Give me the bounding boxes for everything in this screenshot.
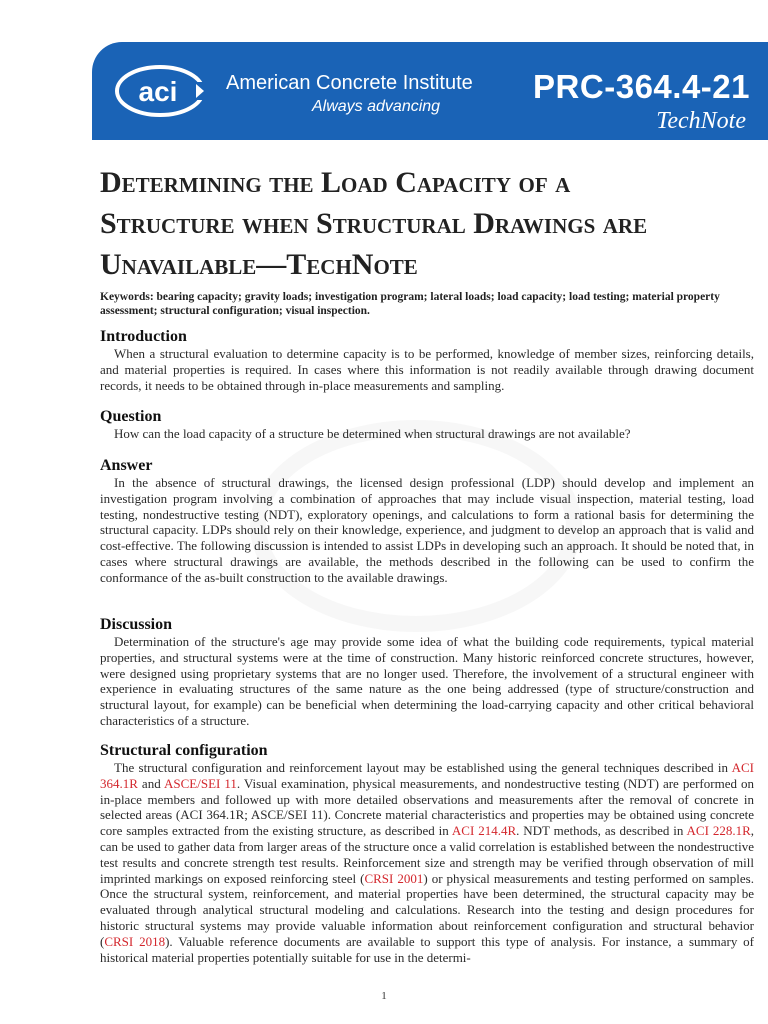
body-text: , can be used to gather data from larger areas of the structure once a valid correlation is established between the nondestructive test results and concrete strength test results. Reinforcement size and strength may be verified through observation of mill imprinted markings on exposed reinforcing steel ( [100,823,754,886]
section-question [100,407,754,442]
aci-logo-icon [114,64,206,118]
section-heading: Structural configuration [100,742,268,759]
reference-link-aci-214-4r[interactable]: ACI 214.4R [451,823,517,839]
reference-link-crsi-2001[interactable]: CRSI 2001 [364,870,424,886]
section-body: When a structural evaluation to determine capacity is to be performed, knowledge of member sizes, reinforcing details, and material properties is required. In cases where this information is not readily available through drawing document records, it needs to be obtained through in-place measurements and sampling. [100,346,754,393]
page-number: 1 [381,990,387,1002]
body-text: ) or physical measurements and testing performed on samples. Once the structural system, reinforcement, and material properties have been determined, the structural capacity may be evaluated through analytical structural modeling and calculations. Research into the testing and design procedures for historic structural systems may provide valuable information about reinforcement configuration and structural behavior ( [100,870,754,949]
doc-number: PRC-364.4-21 [533,68,750,105]
body-text: and [137,775,164,791]
reference-link-aci-228-1r[interactable]: ACI 228.1R [686,823,751,839]
section-discussion [100,615,754,729]
section-body: In the absence of structural drawings, the licensed design professional (LDP) should develop and implement an investigation program involving a combination of approaches that may include visual inspection, material testing, load testing, nondestructive testing (NDT), exploratory openings, and calculations to form a rational basis for determining the structural capacity. LDPs should rely on their knowledge, experience, and judgment to develop an approach that is valid and cost-effective. The following discussion is intended to assist LDPs in developing such an approach. It should be noted that, in cases where structural drawings are available, the methods described in the following can be used to confirm the conformance of the as-built construction to the available drawings. [100,475,754,585]
keywords: Keywords: bearing capacity; gravity loads; investigation program; lateral loads; load capacity; load testing; material property assessment; structural configuration; visual inspection. [100,291,720,317]
header-banner [92,42,768,140]
section-heading: Introduction [100,328,187,345]
section-body: Determination of the structure's age may provide some idea of what the building code requirements, typical material properties, and structural systems were at the time of construction. Many historic reinforced concrete structures, however, were designed using proprietary systems that are no longer used. Therefore, the involvement of a structural engineer with experience in evaluating structures of the same nature as the one being addressed (type of structure/construction and structural layout, for example) can be beneficial when determining the load-carrying capacity and other critical behavioral characteristics of a structure. [100,634,754,728]
section-heading: Answer [100,457,153,474]
reference-link-aci-364-1r[interactable]: ACI 364.1R [100,760,754,791]
body-text: . Visual examination, physical measurements, and nondestructive testing (NDT) are performed on in-place members and followed up with more detailed observations and measurements after the removal of concrete in selected areas (ACI 364.1R; ASCE/SEI 11). Concrete material characteristics and properties may be obtained using concrete core samples extracted from the existing structure, as described in [100,775,754,839]
section-answer [100,456,754,586]
org-tagline: Always advancing [312,98,441,115]
section-introduction [100,327,754,393]
reference-link-asce-sei-11[interactable]: ASCE/SEI 11 [164,775,237,791]
section-body [100,760,754,965]
title-line: Determining the Load Capacity of a [100,166,571,199]
org-name: American Concrete Institute [226,72,473,94]
doc-type: TechNote [656,108,746,134]
section-structural-configuration [100,741,754,965]
title-line: Structure when Structural Drawings are [100,207,648,240]
reference-link-crsi-2018[interactable]: CRSI 2018 [104,933,166,949]
body-text: . NDT methods, as described in [516,823,687,839]
logo-text: aci [138,76,178,107]
document-title [100,162,740,285]
section-body: How can the load capacity of a structure be determined when structural drawings are not available? [114,426,631,441]
section-heading: Discussion [100,616,173,633]
body-text: The structural configuration and reinforcement layout may be established using the general techniques described in [114,760,732,775]
title-line: Unavailable—TechNote [100,248,418,281]
body-text: ). Valuable reference documents are available to support this type of analysis. For instance, a summary of historical material properties potentially suitable for use in the determi- [100,933,754,965]
section-heading: Question [100,408,162,425]
